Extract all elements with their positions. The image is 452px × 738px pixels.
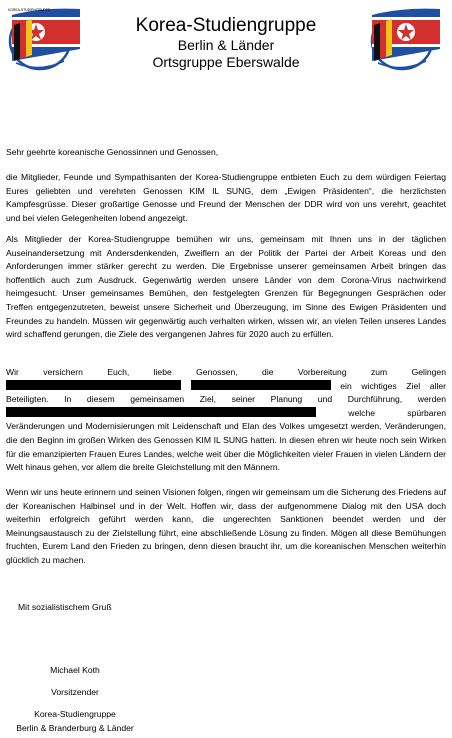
organization-region: Berlin & Länder: [177, 37, 275, 53]
letter-paragraph-1: [6, 171, 446, 225]
logo-brandenburg-emblem: [2, 3, 88, 73]
redaction-bar-3: [6, 407, 316, 417]
paragraph-2-text: Als Mitglieder der Korea-Studiengruppe bemühen wir uns, gemeinsam mit Ihnen uns in der täglichen Auseinandersetzung mit Andersdenkenden, Zweiflern an der Politik der Partei der Arbeit Koreas und den Anforderungen immer stärker gerecht zu werden. Die Ergebnisse unserer gemeinsamen Arbeit bringen das hoffentlich auch zum Ausdruck. Gegenwärtig werden unsere Länder von dem Corona-Virus nachwirkend heimgesucht. Unser gemeinsames Bemühen, den festgelegten Grenzen für Begegnungen Gesprächen oder Treffen entgegenzutreten, beweist unsere Sicherheit und Überzeugung, im Sinne des Ewigen Präsidenten und Freundes zu handeln. Müssen wir gegenwärtig auch verhalten wirken, wissen wir, an vielen Teilen unseres Landes wird schaffend gerungen, die Ziele des vergangenen Jahres für 2020 auch zu erfüllen.: [6, 234, 446, 340]
signatory-name: Michael Koth: [50, 665, 100, 675]
closing-greeting: Mit sozialistischem Gruß: [18, 602, 112, 612]
paragraph-3-part-b: ein wichtiges Ziel aller Beteiligten. In diesem gemeinsamen Ziel, seiner Planung und Durchführung, werden: [6, 380, 447, 405]
letter-paragraph-2: [6, 233, 446, 342]
signatory-role: Vorsitzender: [51, 687, 99, 697]
logo-berlin-emblem: [362, 3, 448, 73]
signatory-org-name: Korea-Studiengruppe: [34, 709, 116, 719]
redaction-bar-1: [6, 380, 181, 390]
paragraph-3-text: [6, 366, 446, 475]
paragraph-3-part-a: Wir versichern Euch, liebe Genossen, die Vorbereitung zum Gelingen: [6, 367, 446, 377]
svg-text:KOREA-STUDIENGRUPPE: KOREA-STUDIENGRUPPE: [8, 8, 51, 12]
signatory-org-region: Berlin & Branderburg & Länder: [16, 722, 134, 733]
salutation-text: Sehr geehrte koreanische Genossinnen und Genossen,: [6, 147, 219, 157]
paragraph-4-text: Wenn wir uns heute erinnern und seinen Visionen folgen, ringen wir gemeinsam um die Sicherung des Friedens auf der Koreanischen Halbinsel und in der Welt. Hoffen wir, dass der aufgenommene Dialog mit den USA doch weiterhin erfolgreich geführt werden kann, die ungerechten Sanktionen beendet werden und der Meinungsaustausch zu der Zielstellung führt, eine abschließende Lösung zu finden. Mögen all diese Bemühungen fruchten, Eurem Land den Frieden zu bringen, denn diesen braucht ihr, um die koreanischen Menschen weiterhin glücklich zu machen.: [6, 487, 446, 565]
redaction-bar-2: [191, 380, 331, 390]
signatory-organization: [0, 708, 150, 735]
organization-branch: Ortsgruppe Eberswalde: [152, 54, 300, 70]
organization-name: Korea-Studiengruppe: [135, 15, 317, 36]
letterhead: [0, 0, 452, 80]
letter-paragraph-4: [6, 486, 446, 568]
letter-paragraph-3: [6, 366, 446, 475]
letter-salutation: [6, 146, 446, 160]
paragraph-3-part-c: welche spürbaren Veränderungen und Modernisierungen mit Leidenschaft und Elan des Volkes umgesetzt werden, Veränderungen, die den Beginn im großen Wirken des Genossen KIM IL SUNG hatten. In diesen ehren wir heute noch sein Wirken für die emanzipierten Frauen Eures Landes, welche weit über die Möglichkeiten vieler Frauen in vielen Ländern der Welt hinaus gehen, vor allem die breite Gleichstellung mit den Männern.: [6, 407, 446, 473]
paragraph-1-text: die Mitglieder, Feunde und Sympathisanten der Korea-Studiengruppe entbieten Euch zu dem würdigen Feiertag Eures geliebten und verehrten Genossen KIM IL SUNG, dem „Ewigen Präsidenten“, die herzlichsten Kampfesgrüsse. Dieser großartige Genosse und Freund der Menschen der DDR wird von uns verehrt, geachtet und bei vielen Gelegenheiten lobend angezeigt.: [6, 172, 446, 223]
letterhead-title-block: [96, 0, 356, 71]
